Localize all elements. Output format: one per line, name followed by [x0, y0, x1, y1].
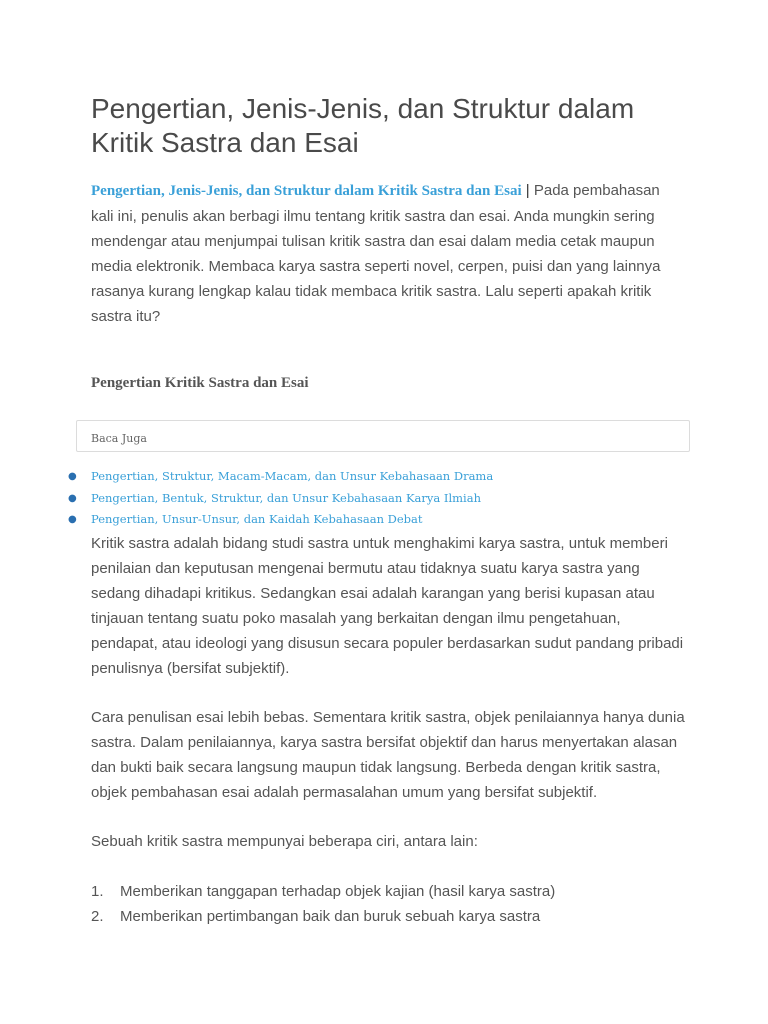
baca-juga-label: Baca Juga	[91, 432, 147, 445]
bullet-icon: ●	[68, 471, 77, 482]
bullet-icon: ●	[68, 514, 77, 525]
related-link[interactable]: Pengertian, Struktur, Macam-Macam, dan Unsur Kebahasaan Drama	[91, 469, 494, 483]
intro-text: Pada pembahasan kali ini, penulis akan berbagi ilmu tentang kritik sastra dan esai. Anda mungkin sering mendengar atau menjumpai tulisan kritik sastra dan esai dalam media cetak maupun media elektronik. Membaca karya sastra seperti novel, cerpen, puisi dan yang lainnya rasanya kurang lengkap kalau tidak membaca kritik sastra. Lalu seperti apakah kritik sastra itu?	[91, 182, 661, 325]
intro-separator: |	[521, 182, 534, 199]
related-link[interactable]: Pengertian, Bentuk, Struktur, dan Unsur Kebahasaan Karya Ilmiah	[91, 490, 481, 505]
list-item	[68, 488, 493, 510]
intro-paragraph	[91, 178, 681, 329]
paragraph-ciri-intro: Sebuah kritik sastra mempunyai beberapa ciri, antara lain:	[91, 833, 478, 850]
article	[91, 92, 691, 391]
list-number: 1.	[91, 883, 104, 900]
list-item	[91, 879, 555, 904]
related-links-list	[68, 466, 493, 531]
related-link[interactable]: Pengertian, Unsur-Unsur, dan Kaidah Kebahasaan Debat	[91, 512, 423, 526]
baca-juga-box	[76, 420, 690, 452]
paragraph-definition: Kritik sastra adalah bidang studi sastra untuk menghakimi karya sastra, untuk memberi penilaian dan keputusan mengenai bermutu atau tidaknya suatu karya sastra yang sedang dihadapi kritikus. Sedangkan esai adalah karangan yang berisi kupasan atau tinjauan tentang suatu poko masalah yang berkaitan dengan ilmu pengetahuan, pendapat, atau ideologi yang disusun secara populer berdasarkan sudut pandang pribadi penulisnya (bersifat subjektif).	[91, 535, 684, 677]
intro-title-link[interactable]: Pengertian, Jenis-Jenis, dan Struktur dalam Kritik Sastra dan Esai	[91, 183, 522, 199]
list-item	[91, 904, 555, 929]
list-item	[68, 466, 493, 488]
list-item	[68, 509, 493, 531]
list-item-text: Memberikan tanggapan terhadap objek kajian (hasil karya sastra)	[120, 883, 556, 900]
ciri-list	[91, 879, 555, 929]
list-item-text: Memberikan pertimbangan baik dan buruk sebuah karya sastra	[120, 908, 541, 925]
paragraph-comparison: Cara penulisan esai lebih bebas. Sementara kritik sastra, objek penilaiannya hanya dunia sastra. Dalam penilaiannya, karya sastra bersifat objektif dan harus menyertakan alasan dan bukti baik secara langsung maupun tidak langsung. Berbeda dengan kritik sastra, objek pembahasan esai adalah permasalahan umum yang bersifat subjektif.	[91, 709, 685, 801]
page-title: Pengertian, Jenis-Jenis, dan Struktur dalam Kritik Sastra dan Esai	[91, 93, 635, 158]
list-number: 2.	[91, 908, 104, 925]
bullet-icon: ●	[68, 492, 77, 504]
section-heading: Pengertian Kritik Sastra dan Esai	[91, 375, 309, 391]
